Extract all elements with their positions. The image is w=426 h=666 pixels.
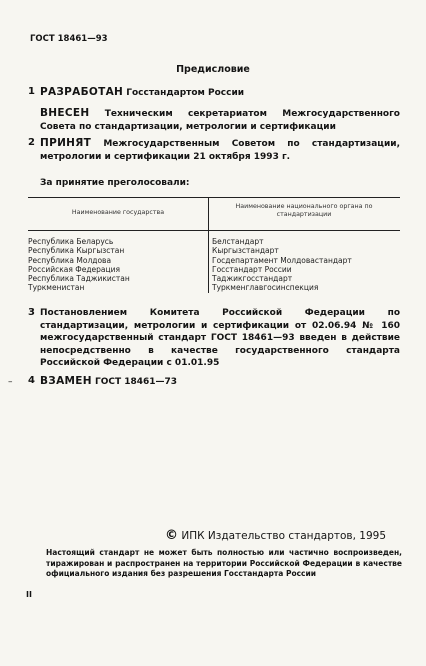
- page-title: Предисловие: [176, 64, 250, 75]
- item-number: 4: [28, 375, 35, 386]
- item-3: [28, 307, 400, 370]
- table-header-body: Наименование национального органа по стандартизации: [235, 203, 373, 218]
- table-cell: Таджикгосстандарт: [212, 274, 293, 284]
- table-cell: Туркменглавгосинспекция: [212, 283, 319, 293]
- table-cell: Туркменистан: [28, 283, 85, 293]
- item-4: [28, 375, 400, 389]
- item-1: [28, 86, 400, 100]
- item-text: Межгосударственным Советом по стандартизации, метрологии и сертификации 21 октября 1993 г.: [40, 139, 401, 162]
- item-number: 2: [28, 137, 35, 148]
- table-column-states: [28, 237, 130, 293]
- item-text: Госстандартом России: [126, 88, 245, 98]
- copyright-icon: ©: [165, 528, 178, 543]
- table-cell: Госстандарт России: [212, 264, 292, 274]
- voted-heading: За принятие преголосовали:: [40, 178, 190, 188]
- item-keyword: ВЗАМЕН: [40, 375, 92, 387]
- item-1-introduced: [28, 107, 400, 133]
- table-cell: Кыргызстандарт: [212, 246, 279, 256]
- item-text: Постановлением Комитета Российской Федерации по стандартизации, метрологии и сертификации от 02.06.94 № 160 межгосударственный стандарт ГОСТ 18461—93 введен в действие непосредственно в качестве государственного стандарта Российской Федерации с 01.01.95: [40, 308, 400, 368]
- item-2: [28, 137, 400, 163]
- table-column-divider: [208, 197, 209, 293]
- copyright-line: [165, 528, 386, 543]
- reproduction-notice: Настоящий стандарт не может быть полностью или частично воспроизведен, тиражирован и распространен на территории Российской Федерации в качестве официального издания без разрешения Госстандарта России: [46, 548, 402, 578]
- item-text: ГОСТ 18461—73: [94, 377, 178, 387]
- item-number: 3: [28, 307, 35, 318]
- table-cell: Госдепартамент Молдовастандарт: [212, 255, 352, 265]
- table-top-rule: [28, 197, 400, 198]
- margin-mark: –: [8, 377, 13, 387]
- table-cell: Республика Таджикистан: [28, 274, 130, 284]
- copyright-text: ИПК Издательство стандартов, 1995: [181, 530, 387, 542]
- table-cell: Республика Молдова: [28, 255, 112, 265]
- page-number: II: [26, 590, 32, 599]
- item-keyword: ВНЕСЕН: [40, 107, 90, 119]
- document-code: ГОСТ 18461—93: [30, 34, 108, 44]
- table-cell: Российская Федерация: [28, 264, 120, 274]
- item-number: 1: [28, 86, 35, 97]
- item-keyword: ПРИНЯТ: [40, 137, 92, 149]
- table-cell: Республика Кыргызстан: [28, 246, 125, 256]
- item-keyword: РАЗРАБОТАН: [40, 86, 124, 98]
- table-header-state: Наименование государства: [71, 209, 165, 216]
- table-cell: Белстандарт: [212, 237, 264, 246]
- table-cell: Республика Беларусь: [28, 237, 114, 246]
- item-text: Техническим секретариатом Межгосударственного Совета по стандартизации, метрологии и сертификации: [40, 109, 400, 132]
- table-header-rule: [28, 230, 400, 231]
- table-column-bodies: [212, 237, 352, 293]
